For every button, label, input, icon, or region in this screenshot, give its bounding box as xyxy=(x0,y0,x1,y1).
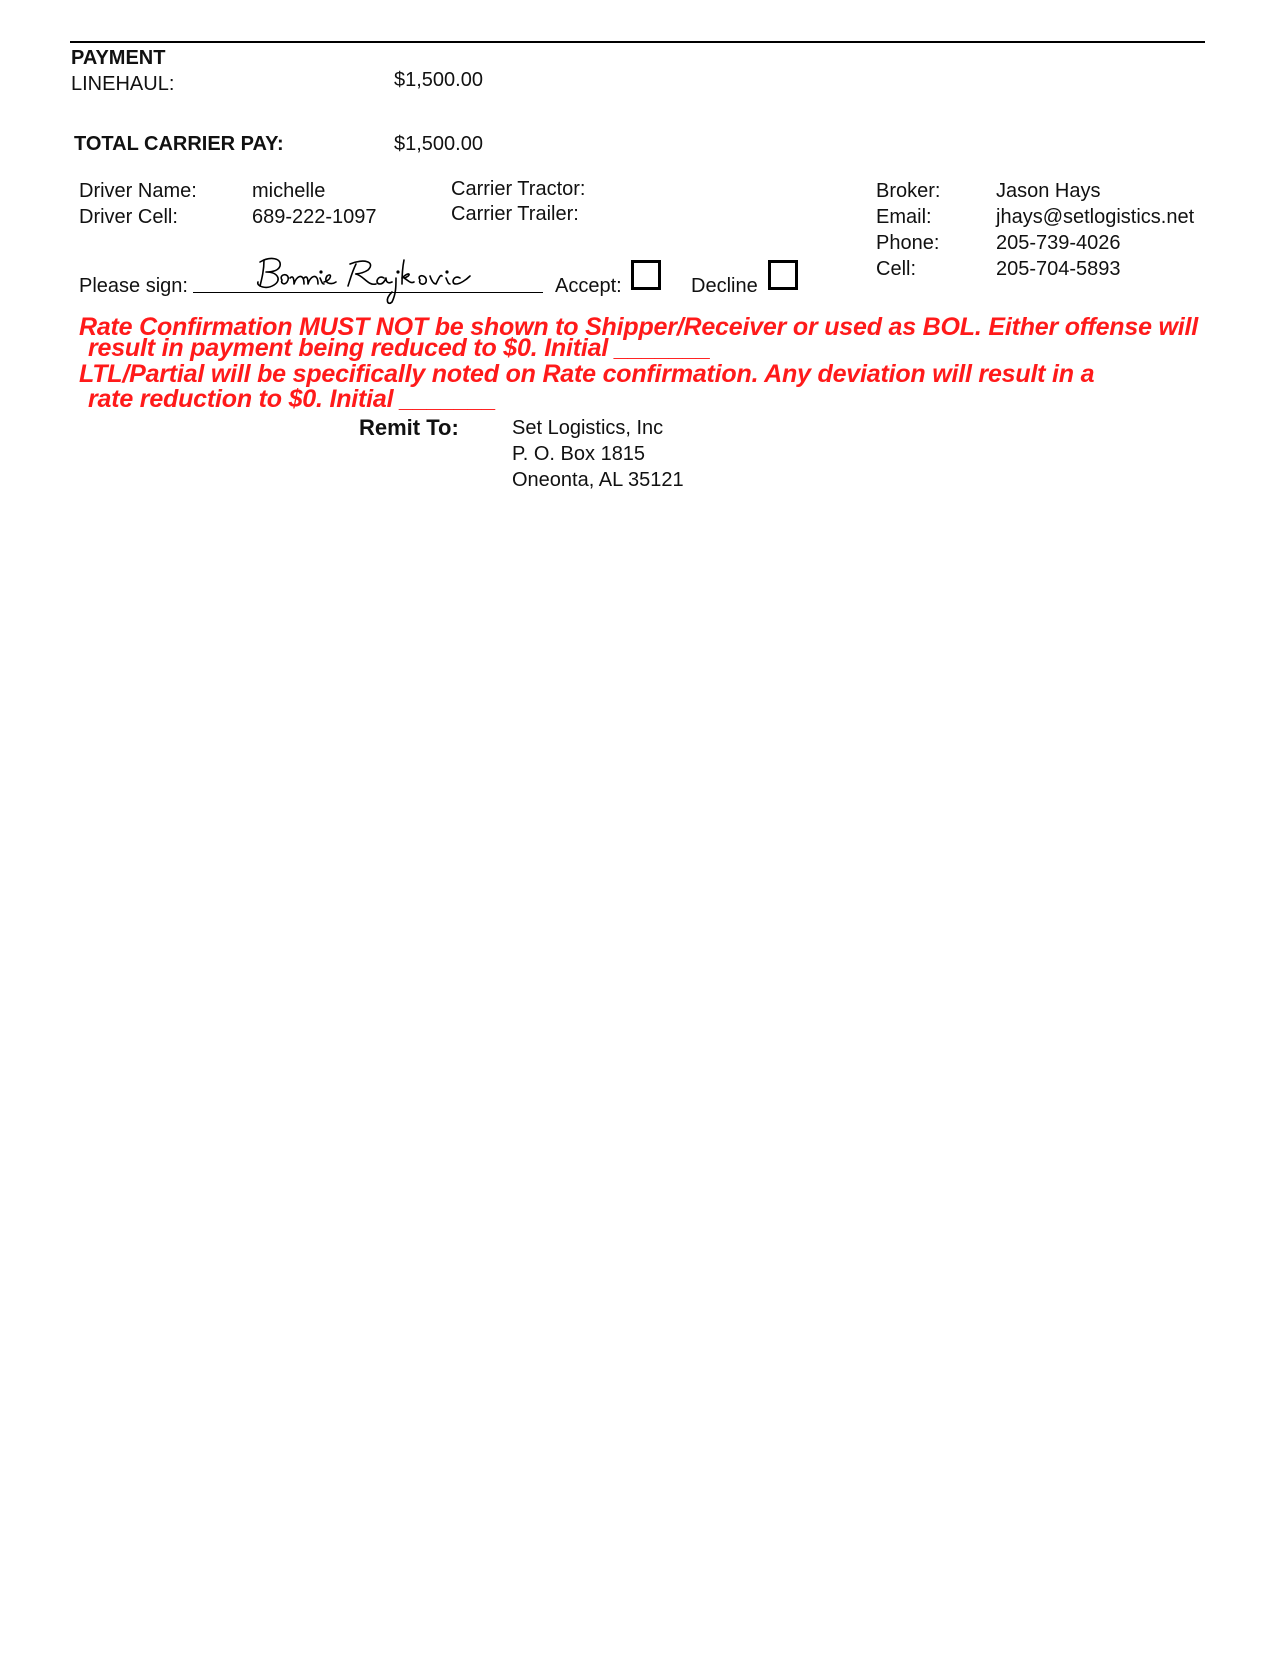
cell-value: 205-704-5893 xyxy=(996,258,1121,280)
notice-line-2: result in payment being reduced to $0. Initial _______ xyxy=(88,334,711,362)
cell-label: Cell: xyxy=(876,258,917,280)
total-carrier-pay-label: TOTAL CARRIER PAY: xyxy=(74,133,284,155)
broker-label: Broker: xyxy=(876,180,941,202)
accept-checkbox[interactable] xyxy=(631,260,661,290)
notice-line-1: Rate Confirmation MUST NOT be shown to Shipper/Receiver or used as BOL. Either offense will xyxy=(79,313,1199,341)
email-value: jhays@setlogistics.net xyxy=(996,206,1195,228)
remit-to-label: Remit To: xyxy=(359,415,459,440)
accept-label: Accept: xyxy=(555,275,622,297)
email-label: Email: xyxy=(876,206,932,228)
total-carrier-pay-value: $1,500.00 xyxy=(394,133,483,155)
top-rule-tick xyxy=(70,41,82,43)
payment-header: PAYMENT xyxy=(71,47,166,69)
please-sign-label: Please sign: xyxy=(79,275,188,297)
linehaul-value: $1,500.00 xyxy=(394,69,483,91)
phone-label: Phone: xyxy=(876,232,940,254)
broker-value: Jason Hays xyxy=(996,180,1101,202)
remit-line-3: Oneonta, AL 35121 xyxy=(512,469,684,491)
carrier-tractor-label: Carrier Tractor: xyxy=(451,178,586,200)
carrier-trailer-label: Carrier Trailer: xyxy=(451,203,579,225)
top-rule xyxy=(70,41,1205,43)
decline-checkbox[interactable] xyxy=(768,260,798,290)
signature-image xyxy=(252,252,512,308)
phone-value: 205-739-4026 xyxy=(996,232,1121,254)
driver-cell-value: 689-222-1097 xyxy=(252,206,377,228)
driver-name-label: Driver Name: xyxy=(79,180,197,202)
driver-name-value: michelle xyxy=(252,180,326,202)
decline-label: Decline xyxy=(691,275,758,297)
notice-line-3: LTL/Partial will be specifically noted on Rate confirmation. Any deviation will result in a xyxy=(79,360,1095,388)
remit-line-2: P. O. Box 1815 xyxy=(512,443,646,465)
driver-cell-label: Driver Cell: xyxy=(79,206,178,228)
remit-line-1: Set Logistics, Inc xyxy=(512,417,664,439)
linehaul-label: LINEHAUL: xyxy=(71,73,175,95)
notice-line-4: rate reduction to $0. Initial _______ xyxy=(88,385,497,413)
